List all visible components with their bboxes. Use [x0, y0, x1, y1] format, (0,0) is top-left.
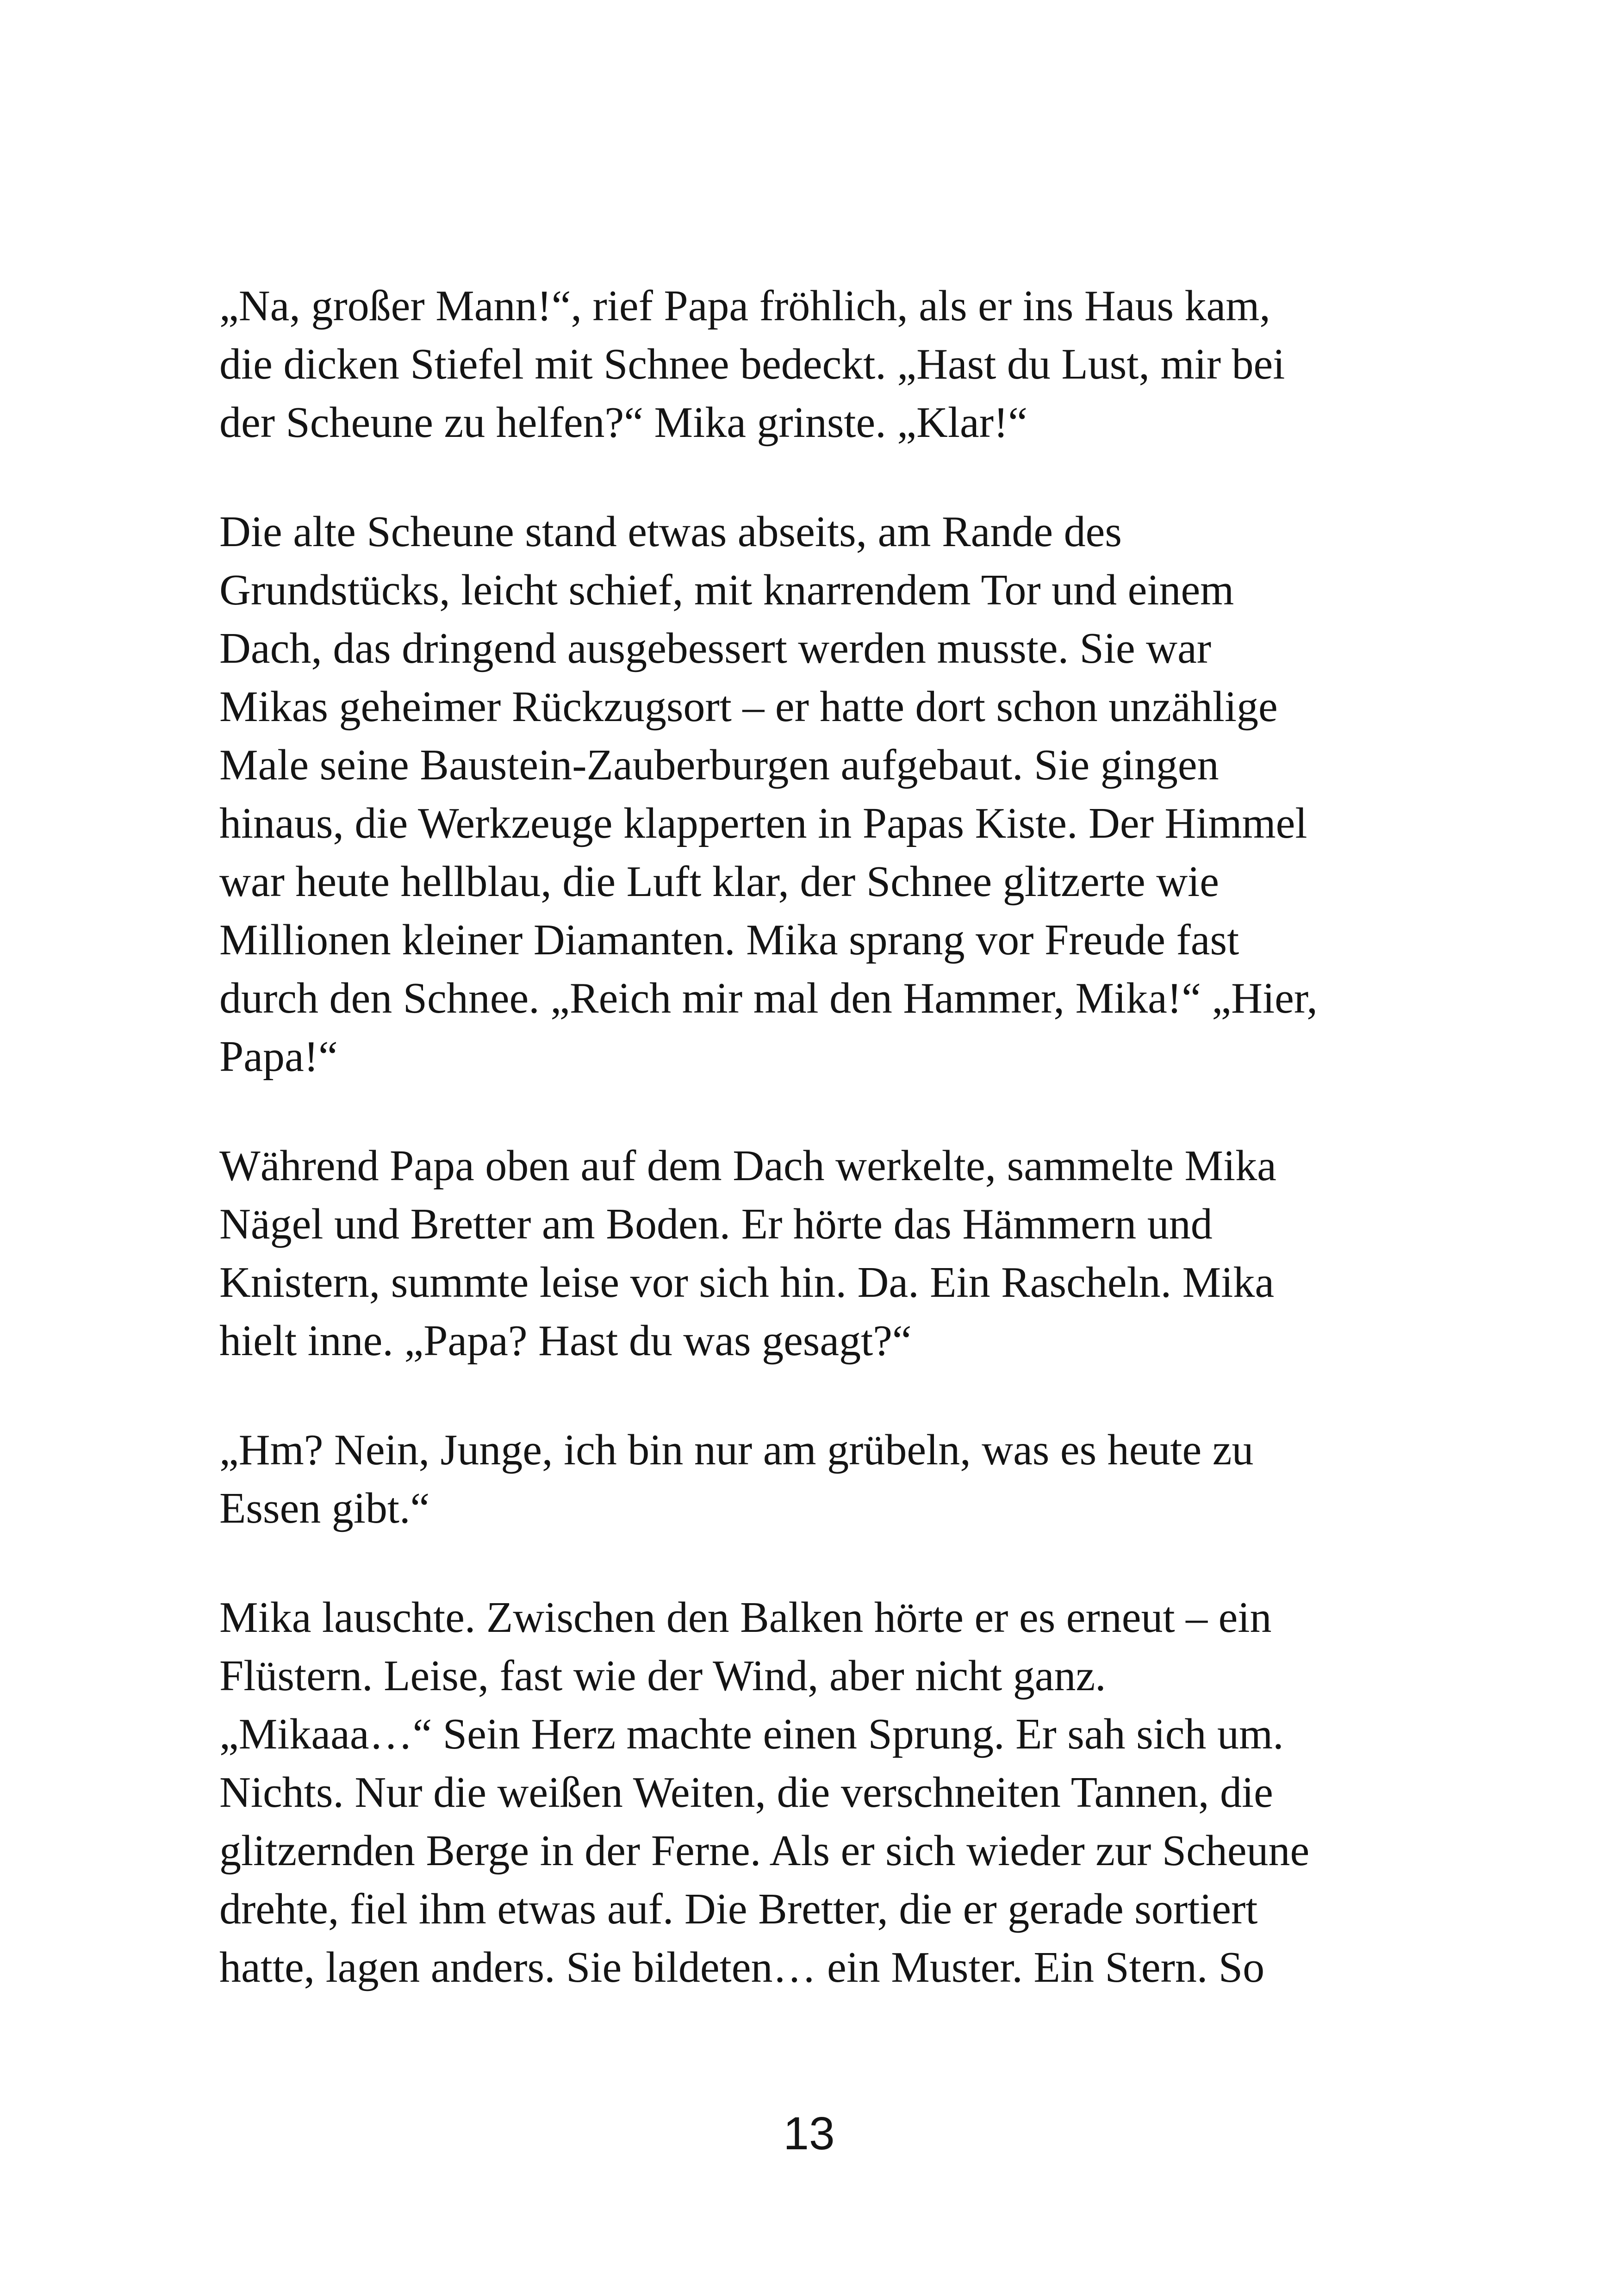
paragraph-3: Während Papa oben auf dem Dach werkelte, sammelte Mika Nägel und Bretter am Boden. Er hörte das Hämmern und Knistern, summte leise vor sich hin. Da. Ein Rascheln. Mika hielt inne. „Papa? Hast du was gesagt?“	[219, 1142, 1276, 1365]
paragraph-1: „Na, großer Mann!“, rief Papa fröhlich, als er ins Haus kam, die dicken Stiefel mit Schnee bedeckt. „Hast du Lust, mir bei der Scheune zu helfen?“ Mika grinste. „Klar!“	[219, 282, 1285, 447]
paragraph-5: Mika lauschte. Zwischen den Balken hörte er es erneut – ein Flüstern. Leise, fast wie der Wind, aber nicht ganz. „Mikaaa…“ Sein Herz machte einen Sprung. Er sah sich um. Nichts. Nur die weißen Weiten, die verschneiten Tannen, die glitzernden Berge in der Ferne. Als er sich wieder zur Scheune drehte, fiel ihm etwas auf. Die Bretter, die er gerade sortiert hatte, lagen anders. Sie bildeten… ein Muster. Ein Stern. So	[219, 1593, 1310, 1991]
paragraph-4: „Hm? Nein, Junge, ich bin nur am grübeln, was es heute zu Essen gibt.“	[219, 1426, 1254, 1532]
page-number: 13	[783, 2108, 835, 2159]
body-text	[219, 277, 1404, 1997]
paragraph-2: Die alte Scheune stand etwas abseits, am Rande des Grundstücks, leicht schief, mit knarrendem Tor und einem Dach, das dringend ausgebessert werden musste. Sie war Mikas geheimer Rückzugsort – er hatte dort schon unzählige Male seine Baustein-Zauberburgen aufgebaut. Sie gingen hinaus, die Werkzeuge klapperten in Papas Kiste. Der Himmel war heute hellblau, die Luft klar, der Schnee glitzerte wie Millionen kleiner Diamanten. Mika sprang vor Freude fast durch den Schnee. „Reich mir mal den Hammer, Mika!“ „Hier, Papa!“	[219, 508, 1318, 1081]
